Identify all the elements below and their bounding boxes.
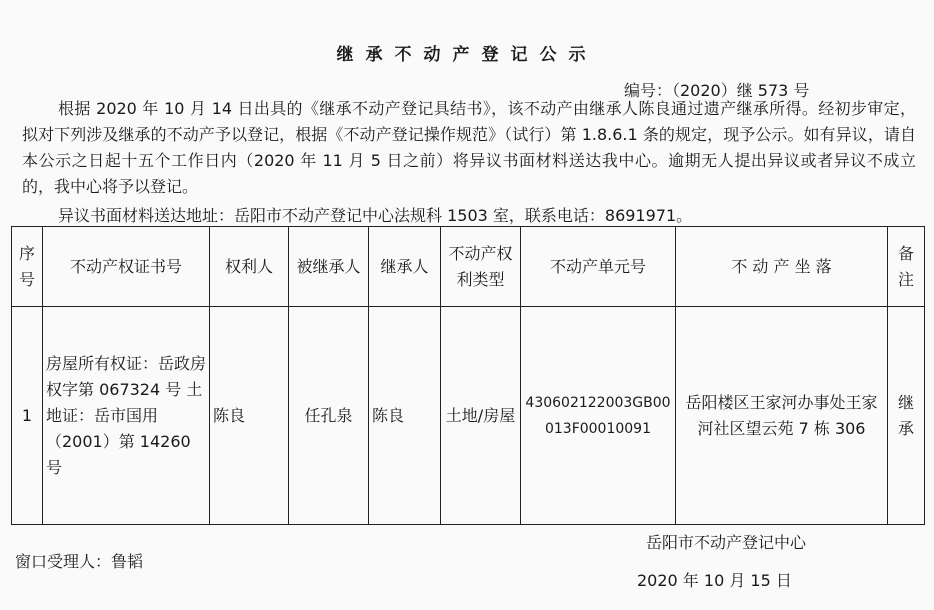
header-remark: 备注 bbox=[888, 227, 925, 307]
cell-location: 岳阳楼区王家河办事处王家河社区望云苑 7 栋 306 bbox=[676, 307, 888, 525]
header-unit-no: 不动产单元号 bbox=[521, 227, 676, 307]
cell-right-holder: 陈良 bbox=[210, 307, 289, 525]
header-right-type: 不动产权利类型 bbox=[441, 227, 521, 307]
window-receiver: 窗口受理人：鲁韬 bbox=[15, 552, 144, 571]
cell-unit-no: 430602122003GB00013F00010091 bbox=[521, 307, 676, 525]
document-title: 继承不动产登记公示 bbox=[336, 45, 598, 65]
objection-address: 异议书面材料送达地址：岳阳市不动产登记中心法规科 1503 室，联系电话：8691971。 bbox=[58, 206, 693, 225]
header-location: 不 动 产 坐 落 bbox=[676, 227, 888, 307]
cell-cert-no: 房屋所有权证：岳政房权字第 067324 号 土地证：岳市国用（2001）第 14260 号 bbox=[43, 307, 210, 525]
notice-paragraph: 根据 2020 年 10 月 14 日出具的《继承不动产登记具结书》，该不动产由继承人陈良通过遗产继承所得。经初步审定， 拟对下列涉及继承的不动产予以登记，根据《不动产登记操作规范》（试行）第 1.8.6.1 条的规定，现予公示。如有异议，请自本公示之日起十五个工作日内（2020 年 11 月 5 日之前）将异议书面材料送达我中心。逾期无人提出异议或者异议不成立的，我中心将予以登记。 bbox=[22, 99, 916, 196]
header-right-holder: 权利人 bbox=[210, 227, 289, 307]
header-cert-no: 不动产权证书号 bbox=[43, 227, 210, 307]
cell-heir: 陈良 bbox=[369, 307, 441, 525]
document-number: 编号：（2020）继 573 号 bbox=[624, 81, 810, 100]
registration-table bbox=[11, 226, 925, 525]
cell-decedent: 任孔泉 bbox=[289, 307, 369, 525]
header-heir: 继承人 bbox=[369, 227, 441, 307]
issue-date: 2020 年 10 月 15 日 bbox=[637, 571, 792, 590]
cell-remark: 继承 bbox=[888, 307, 925, 525]
header-decedent: 被继承人 bbox=[289, 227, 369, 307]
table-row bbox=[12, 307, 925, 525]
cell-seq: 1 bbox=[12, 307, 43, 525]
header-seq: 序号 bbox=[12, 227, 43, 307]
table-header-row bbox=[12, 227, 925, 307]
issuer-name: 岳阳市不动产登记中心 bbox=[646, 533, 807, 552]
cell-right-type: 土地/房屋 bbox=[441, 307, 521, 525]
